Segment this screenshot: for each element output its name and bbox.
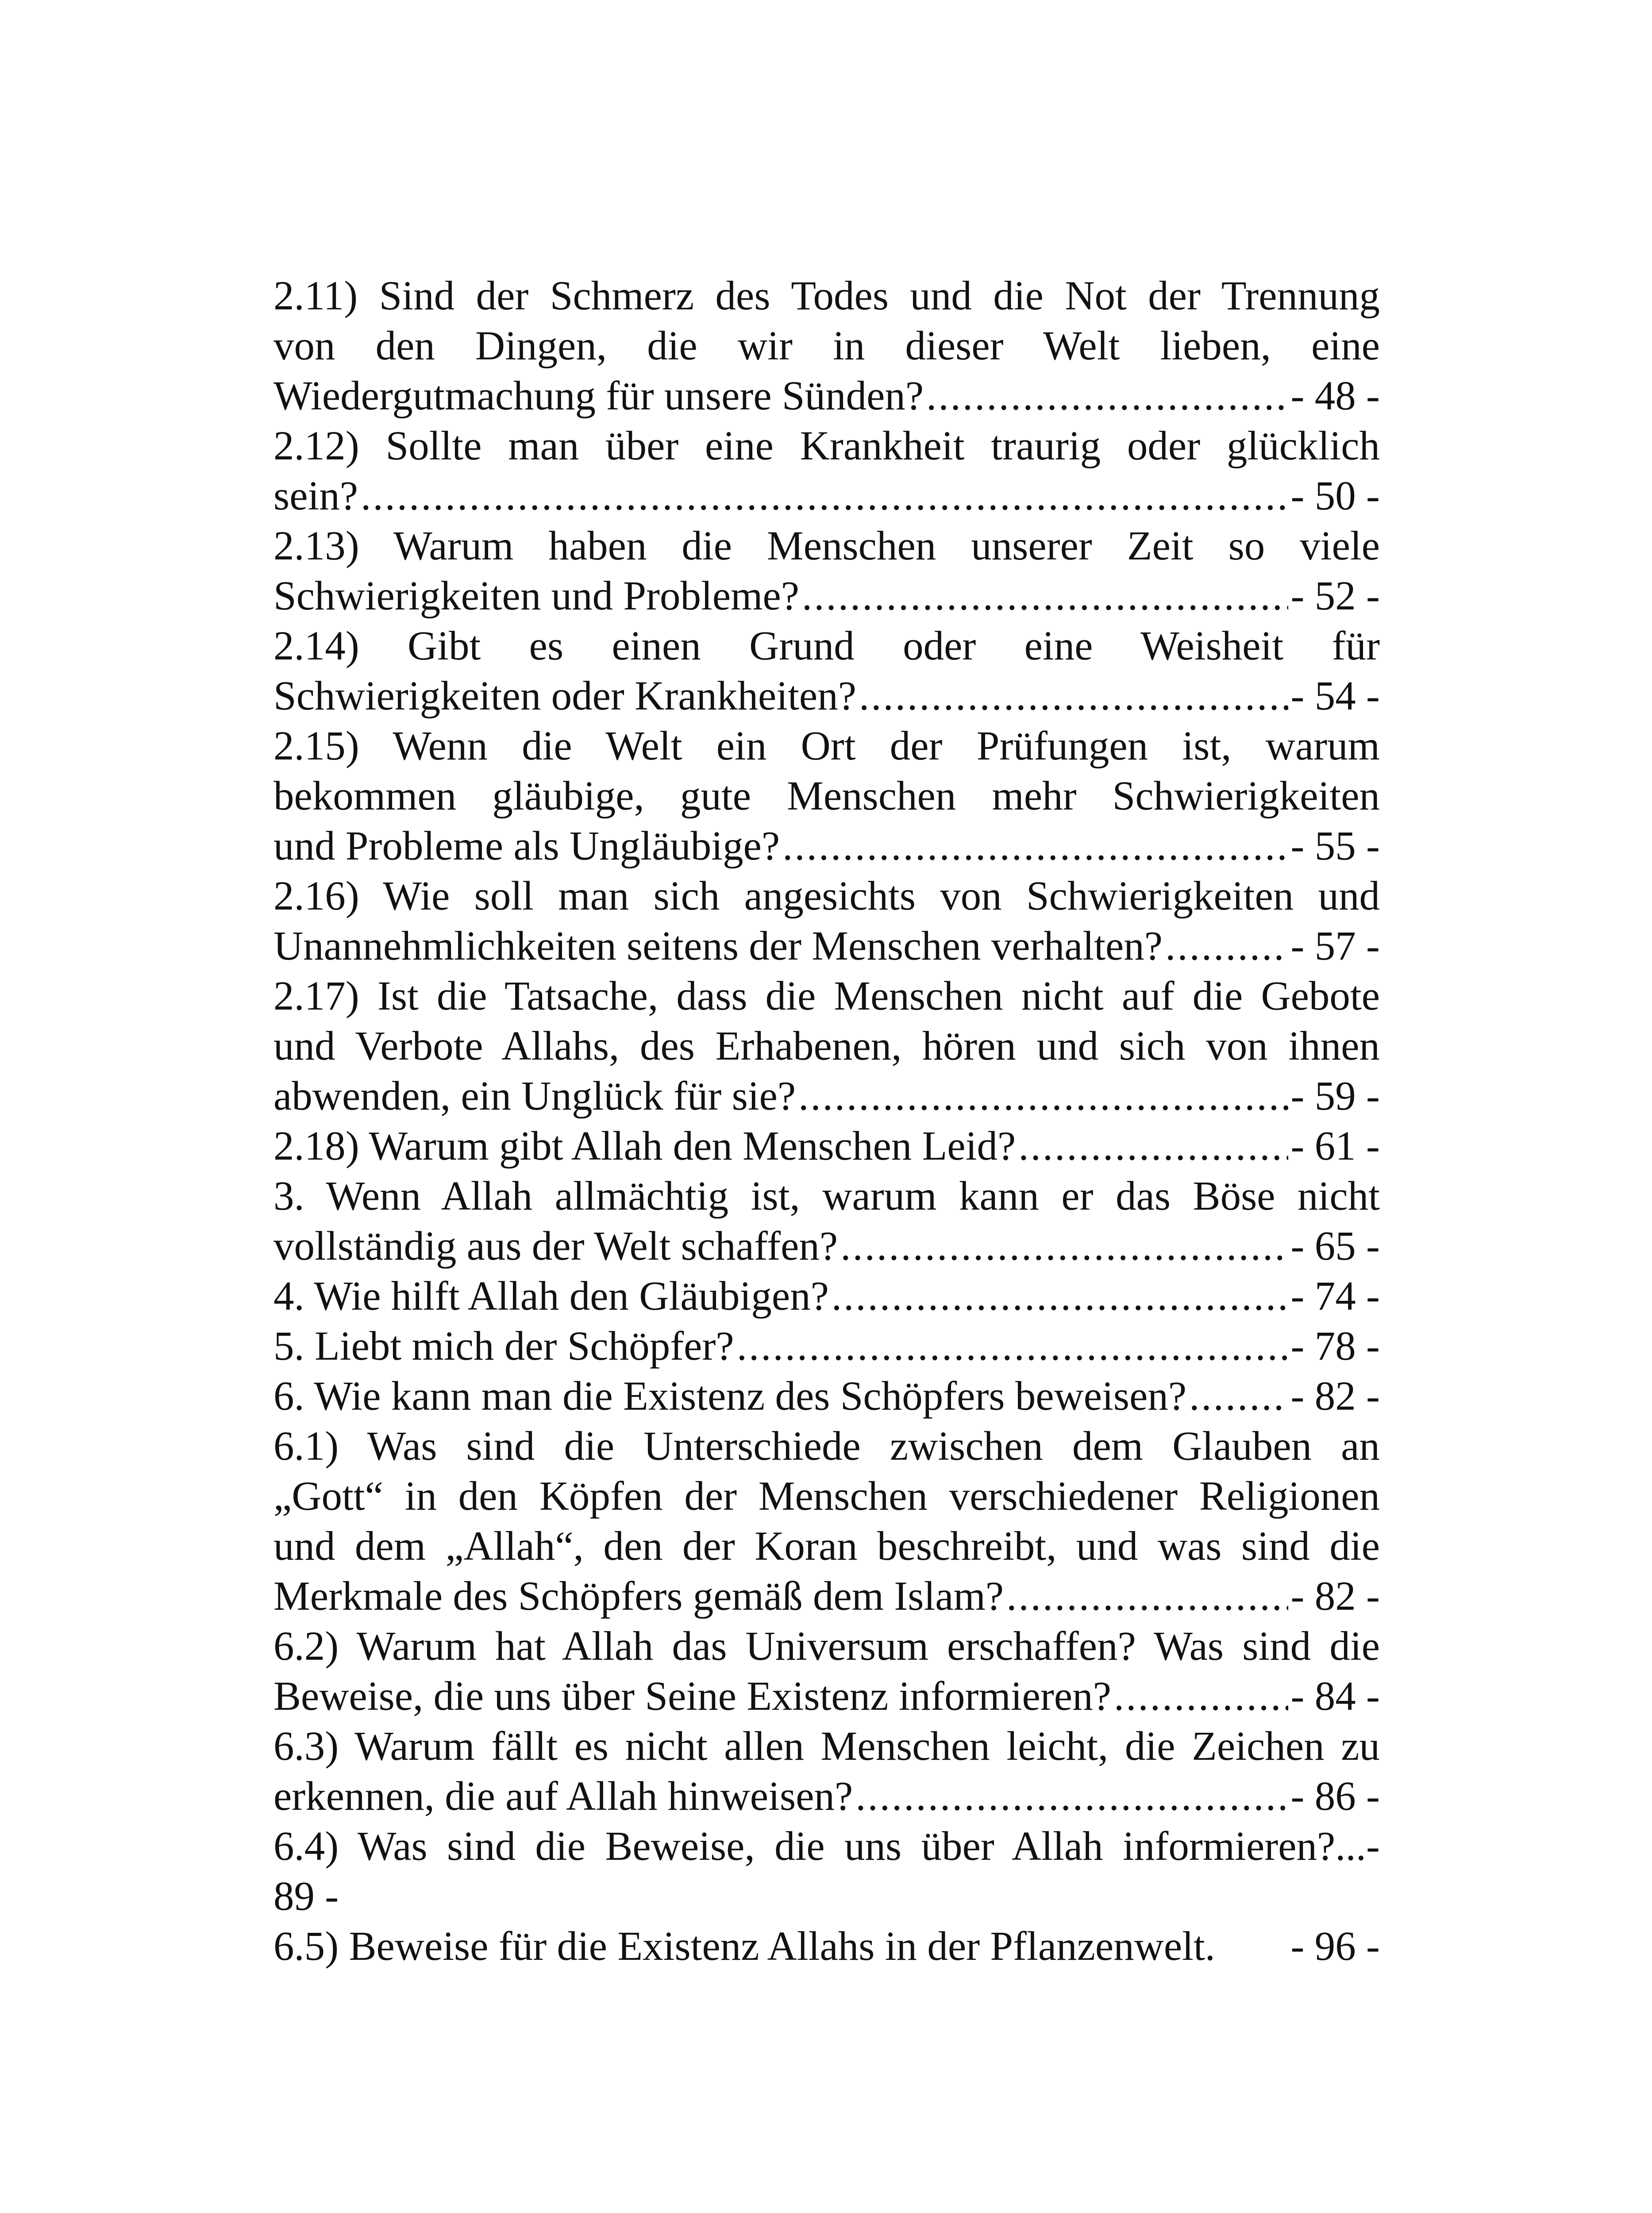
toc-line: 6.4) Was sind die Beweise, die uns über Allah informieren?...- xyxy=(273,1824,1380,1869)
toc-entry-6-2[interactable] xyxy=(273,1621,1380,1721)
toc-line: Beweise, die uns über Seine Existenz informieren? xyxy=(273,1673,1111,1719)
dot-leader xyxy=(782,821,1288,871)
page-number: - 82 - xyxy=(1290,1573,1380,1619)
toc-leader-line xyxy=(273,1221,1380,1271)
dot-leader xyxy=(1189,1371,1288,1421)
page-number: - 84 - xyxy=(1290,1673,1380,1719)
toc-line: sein? xyxy=(273,473,358,519)
toc-entry-6-1[interactable] xyxy=(273,1421,1380,1621)
dot-leader xyxy=(1114,1671,1288,1721)
dot-leader xyxy=(859,671,1288,721)
toc-leader-line xyxy=(273,1671,1380,1721)
toc-entry-6-3[interactable] xyxy=(273,1721,1380,1821)
toc-leader-line xyxy=(273,371,1380,421)
dot-leader xyxy=(737,1321,1288,1371)
toc-leader-line xyxy=(273,571,1380,621)
toc-entry-2-14[interactable] xyxy=(273,621,1380,721)
toc-line: 4. Wie hilft Allah den Gläubigen? xyxy=(273,1273,829,1319)
toc-line: „Gott“ in den Köpfen der Menschen verschiedener Religionen xyxy=(273,1473,1380,1519)
toc-leader-line xyxy=(273,1571,1380,1621)
toc-leader-line xyxy=(273,921,1380,971)
page-number: - 54 - xyxy=(1290,673,1380,719)
dot-leader xyxy=(855,1771,1288,1821)
toc-line: abwenden, ein Unglück für sie? xyxy=(273,1073,796,1119)
page-number: - 65 - xyxy=(1290,1223,1380,1269)
toc-leader-line xyxy=(273,1371,1380,1421)
page-number: - 50 - xyxy=(1290,473,1380,519)
toc-entry-6-5[interactable] xyxy=(273,1921,1380,1971)
toc-leader-line xyxy=(273,1271,1380,1321)
toc-entry-6-4[interactable] xyxy=(273,1821,1380,1921)
dot-leader xyxy=(361,471,1288,521)
toc-line: 89 - xyxy=(273,1874,339,1919)
toc-line: 2.18) Warum gibt Allah den Menschen Leid? xyxy=(273,1123,1016,1169)
toc-leader-line xyxy=(273,1071,1380,1121)
toc-line: und dem „Allah“, den der Koran beschreibt, und was sind die xyxy=(273,1523,1380,1569)
toc-line: und Probleme als Ungläubige? xyxy=(273,823,780,869)
page-number: - 61 - xyxy=(1290,1123,1380,1169)
toc-entry-4[interactable] xyxy=(273,1271,1380,1321)
toc-line: Schwierigkeiten und Probleme? xyxy=(273,573,800,619)
toc-line: 2.14) Gibt es einen Grund oder eine Weisheit für xyxy=(273,623,1380,669)
toc-leader-line xyxy=(273,1921,1380,1971)
page-number: - 96 - xyxy=(1290,1924,1380,1969)
toc-leader-line xyxy=(273,1771,1380,1821)
toc-line: 6.2) Warum hat Allah das Universum erschaffen? Was sind die xyxy=(273,1623,1380,1669)
toc-entry-2-12[interactable] xyxy=(273,421,1380,521)
dot-leader xyxy=(1018,1121,1288,1171)
page-number: - 59 - xyxy=(1290,1073,1380,1119)
toc-entry-2-13[interactable] xyxy=(273,521,1380,621)
toc-leader-line xyxy=(273,1321,1380,1371)
page-number: - 57 - xyxy=(1290,923,1380,969)
dot-leader xyxy=(840,1221,1288,1271)
dot-leader xyxy=(798,1071,1288,1121)
toc-leader-line xyxy=(273,821,1380,871)
page-number: - 78 - xyxy=(1290,1323,1380,1369)
dot-leader xyxy=(1165,921,1288,971)
toc-line: bekommen gläubige, gute Menschen mehr Schwierigkeiten xyxy=(273,773,1380,819)
toc-line: und Verbote Allahs, des Erhabenen, hören und sich von ihnen xyxy=(273,1023,1380,1069)
toc-line: 2.13) Warum haben die Menschen unserer Zeit so viele xyxy=(273,523,1380,569)
toc-line: Unannehmlichkeiten seitens der Menschen verhalten? xyxy=(273,923,1163,969)
toc-entry-6[interactable] xyxy=(273,1371,1380,1421)
toc-leader-line xyxy=(273,1121,1380,1171)
dot-leader xyxy=(1006,1571,1288,1621)
toc-entry-2-16[interactable] xyxy=(273,871,1380,971)
toc-entry-5[interactable] xyxy=(273,1321,1380,1371)
toc-line: 6.1) Was sind die Unterschiede zwischen dem Glauben an xyxy=(273,1423,1380,1469)
toc-line: 6.3) Warum fällt es nicht allen Menschen leicht, die Zeichen zu xyxy=(273,1723,1380,1769)
toc-line: erkennen, die auf Allah hinweisen? xyxy=(273,1773,853,1819)
toc-line: 3. Wenn Allah allmächtig ist, warum kann er das Böse nicht xyxy=(273,1173,1380,1219)
toc-line: 2.16) Wie soll man sich angesichts von Schwierigkeiten und xyxy=(273,873,1380,919)
page-number: - 86 - xyxy=(1290,1773,1380,1819)
page-number: - 74 - xyxy=(1290,1273,1380,1319)
toc-line: Schwierigkeiten oder Krankheiten? xyxy=(273,673,856,719)
toc-line: 2.17) Ist die Tatsache, dass die Menschen nicht auf die Gebote xyxy=(273,973,1380,1019)
toc-entry-2-11[interactable] xyxy=(273,271,1380,421)
toc-leader-line xyxy=(273,471,1380,521)
toc-entry-2-17[interactable] xyxy=(273,971,1380,1121)
toc-line: 2.12) Sollte man über eine Krankheit traurig oder glücklich xyxy=(273,423,1380,469)
table-of-contents xyxy=(273,271,1380,1971)
toc-entry-2-18[interactable] xyxy=(273,1121,1380,1171)
toc-line: Wiedergutmachung für unsere Sünden? xyxy=(273,373,924,419)
toc-line: von den Dingen, die wir in dieser Welt lieben, eine xyxy=(273,323,1380,369)
toc-leader-line xyxy=(273,671,1380,721)
page-number: - 48 - xyxy=(1290,373,1380,419)
toc-line: 2.15) Wenn die Welt ein Ort der Prüfungen ist, warum xyxy=(273,723,1380,769)
toc-line: vollständig aus der Welt schaffen? xyxy=(273,1223,838,1269)
dot-leader xyxy=(926,371,1288,421)
page-number: - 52 - xyxy=(1290,573,1380,619)
toc-line: 6.5) Beweise für die Existenz Allahs in der Pflanzenwelt. xyxy=(273,1924,1216,1969)
page-number: - 82 - xyxy=(1290,1373,1380,1419)
page-number: - 55 - xyxy=(1290,823,1380,869)
toc-line: 2.11) Sind der Schmerz des Todes und die Not der Trennung xyxy=(273,273,1380,319)
toc-line: 6. Wie kann man die Existenz des Schöpfers beweisen? xyxy=(273,1373,1187,1419)
dot-leader xyxy=(832,1271,1288,1321)
toc-entry-3[interactable] xyxy=(273,1171,1380,1271)
dot-leader xyxy=(802,571,1288,621)
toc-line: 5. Liebt mich der Schöpfer? xyxy=(273,1323,734,1369)
toc-entry-2-15[interactable] xyxy=(273,721,1380,871)
toc-line: Merkmale des Schöpfers gemäß dem Islam? xyxy=(273,1573,1004,1619)
